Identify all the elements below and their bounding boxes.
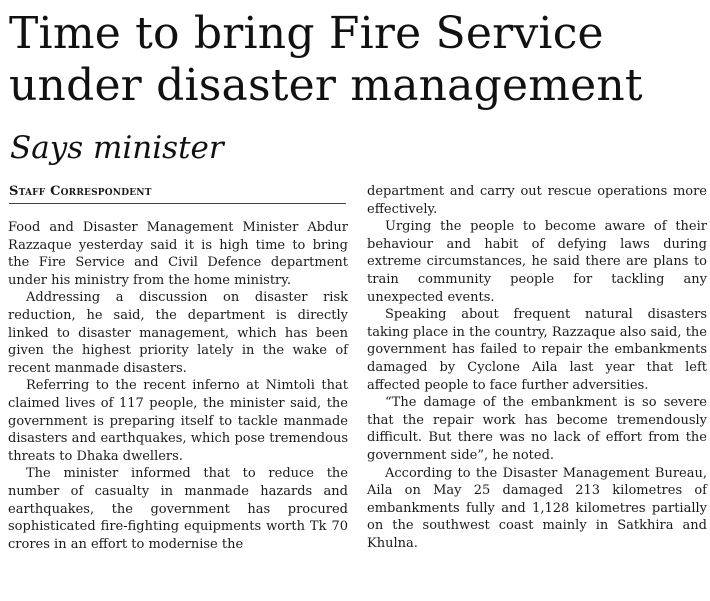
headline bbox=[9, 8, 709, 112]
paragraph: Food and Disaster Management Minister Abdur Razzaque yesterday said it is high time to bring the Fire Service and Civil Defence department under his ministry from the home ministry. bbox=[8, 220, 348, 288]
byline: Staff Correspondent bbox=[9, 184, 346, 204]
paragraph: The minister informed that to reduce the number of casualty in manmade hazards and earthquakes, the government has procured sophisticated fire-fighting equipments worth Tk 70 crores in an effort to modernise the bbox=[8, 466, 348, 552]
paragraph: According to the Disaster Management Bureau, Aila on May 25 damaged 213 kilometres of embankments fully and 1,128 kilometres partially on the southwest coast mainly in Satkhira and Khulna. bbox=[367, 465, 707, 551]
paragraph: “The damage of the embankment is so severe that the repair work has become tremendously difficult. But there was no lack of effort from the government side”, he noted. bbox=[367, 395, 707, 463]
paragraph: Referring to the recent inferno at Nimtoli that claimed lives of 117 people, the minister said, the government is preparing itself to tackle manmade disasters and earthquakes, which pose tremendous threats to Dhaka dwellers. bbox=[8, 378, 348, 464]
headline-line-2: under disaster management bbox=[9, 60, 643, 111]
article-column-1 bbox=[8, 219, 348, 553]
headline-line-1: Time to bring Fire Service bbox=[9, 8, 604, 59]
paragraph-continued: department and carry out rescue operations more effectively. bbox=[367, 184, 707, 217]
paragraph: Speaking about frequent natural disasters taking place in the country, Razzaque also said, the government has failed to repair the embankments damaged by Cyclone Aila last year that left affected people to face further adversities. bbox=[367, 307, 707, 393]
subheadline: Says minister bbox=[10, 130, 224, 166]
article-column-2 bbox=[367, 183, 707, 552]
paragraph: Urging the people to become aware of their behaviour and habit of defying laws during extreme circumstances, he said there are plans to train community people for tackling any unexpected events. bbox=[367, 219, 707, 305]
paragraph: Addressing a discussion on disaster risk reduction, he said, the department is directly linked to disaster management, which has been given the highest priority lately in the wake of recent manmade disasters. bbox=[8, 290, 348, 376]
